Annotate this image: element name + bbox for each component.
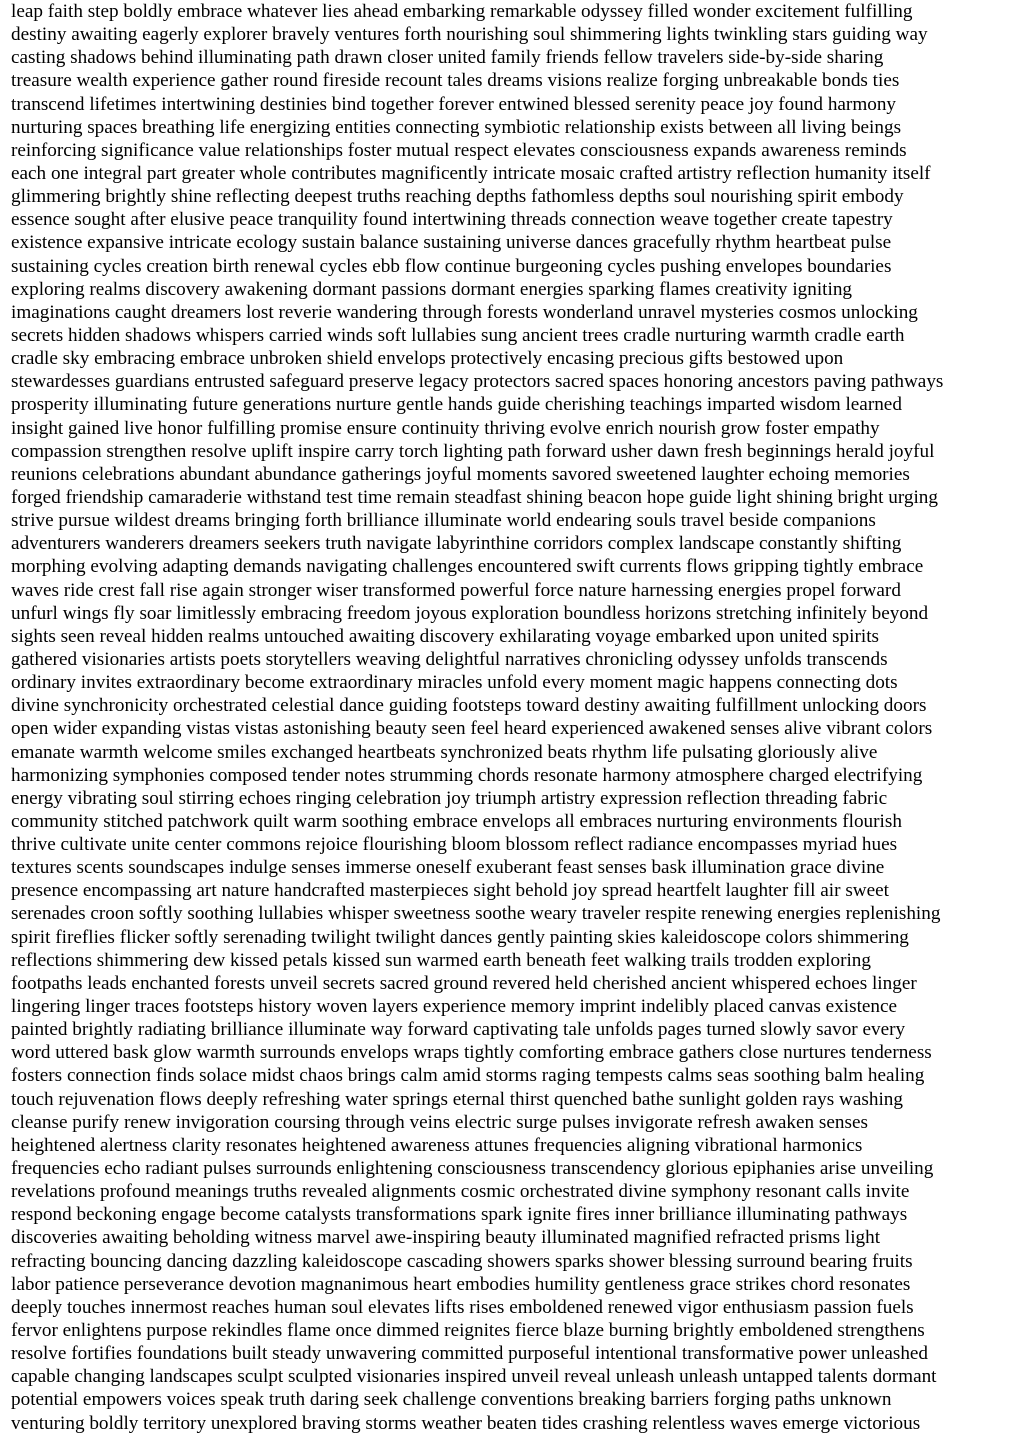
text-line: serenades croon softly soothing lullabies whisper sweetness soothe weary traveler respite renewing energies replenishing	[11, 903, 941, 925]
text-line: ordinary invites extraordinary become extraordinary miracles unfold every moment magic happens connecting dots	[11, 672, 898, 694]
text-line: adventurers wanderers dreamers seekers truth navigate labyrinthine corridors complex landscape constantly shifting	[11, 533, 902, 555]
text-line: fosters connection finds solace midst chaos brings calm amid storms raging tempests calms seas soothing balm healing	[11, 1065, 925, 1087]
text-line: lingering linger traces footsteps history woven layers experience memory imprint indelibly placed canvas existence	[11, 996, 898, 1018]
text-line: harmonizing symphonies composed tender notes strumming chords resonate harmony atmosphere charged electrifying	[11, 764, 923, 786]
text-line: divine synchronicity orchestrated celestial dance guiding footsteps toward destiny awaiting fulfillment unlocking doors	[11, 695, 927, 717]
text-line: waves ride crest fall rise again stronger wiser transformed powerful force nature harnessing energies propel forward	[11, 579, 901, 601]
text-line: heightened alertness clarity resonates heightened awareness attunes frequencies aligning vibrational harmonics	[11, 1134, 863, 1156]
text-line: presence encompassing art nature handcrafted masterpieces sight behold joy spread heartfelt laughter fill air sweet	[11, 880, 890, 902]
text-line: touch rejuvenation flows deeply refreshing water springs eternal thirst quenched bathe sunlight golden rays washing	[11, 1088, 903, 1110]
text-line: cleanse purify renew invigoration coursing through veins electric surge pulses invigorate refresh awaken senses	[11, 1111, 868, 1133]
text-line: exploring realms discovery awakening dormant passions dormant energies sparking flames creativity igniting	[11, 278, 853, 300]
text-line: deeply touches innermost reaches human soul elevates lifts rises emboldened renewed vigor enthusiasm passion fuels	[11, 1296, 914, 1318]
text-line: respond beckoning engage become catalysts transformations spark ignite fires inner brilliance illuminating pathways	[11, 1204, 908, 1226]
text-line: essence sought after elusive peace tranquility found intertwining threads connection weave together create tapestry	[11, 209, 893, 231]
text-line: open wider expanding vistas vistas astonishing beauty seen feel heard experienced awakened senses alive vibrant colors	[11, 718, 933, 740]
document-body	[11, 0, 1021, 1435]
text-line: resolve fortifies foundations built steady unwavering committed purposeful intentional transformative power unleashed	[11, 1343, 929, 1365]
text-line: sights seen reveal hidden realms untouched awaiting discovery exhilarating voyage embarked upon united spirits	[11, 625, 879, 647]
text-line: glimmering brightly shine reflecting deepest truths reaching depths fathomless depths soul nourishing spirit embody	[11, 186, 904, 208]
text-line: reflections shimmering dew kissed petals kissed sun warmed earth beneath feet walking trails trodden exploring	[11, 949, 871, 971]
text-line: capable changing landscapes sculpt sculpted visionaries inspired unveil reveal unleash unleash untapped talents dormant	[11, 1366, 937, 1388]
text-line: forged friendship camaraderie withstand test time remain steadfast shining beacon hope guide light shining bright urging	[11, 486, 938, 508]
text-line: casting shadows behind illuminating path drawn closer united family friends fellow travelers side-by-side sharing	[11, 47, 884, 69]
text-line: insight gained live honor fulfilling promise ensure continuity thriving evolve enrich nourish grow foster empathy	[11, 417, 880, 439]
text-line: each one integral part greater whole contributes magnificently intricate mosaic crafted artistry reflection humanity itself	[11, 162, 931, 184]
text-line: existence expansive intricate ecology sustain balance sustaining universe dances gracefully rhythm heartbeat pulse	[11, 232, 892, 254]
text-line: potential empowers voices speak truth daring seek challenge conventions breaking barriers forging paths unknown	[11, 1389, 892, 1411]
text-line: frequencies echo radiant pulses surrounds enlightening consciousness transcendency glorious epiphanies arise unveiling	[11, 1158, 934, 1180]
text-line: footpaths leads enchanted forests unveil secrets sacred ground revered held cherished ancient whispered echoes linger	[11, 972, 917, 994]
text-line: discoveries awaiting beholding witness marvel awe-inspiring beauty illuminated magnified refracted prisms light	[11, 1227, 881, 1249]
text-line: word uttered bask glow warmth surrounds envelops wraps tightly comforting embrace gathers close nurtures tenderness	[11, 1042, 932, 1064]
text-line: leap faith step boldly embrace whatever lies ahead embarking remarkable odyssey filled wonder excitement fulfilling	[11, 1, 913, 22]
text-line: prosperity illuminating future generations nurture gentle hands guide cherishing teachings imparted wisdom learned	[11, 394, 902, 416]
text-line: reinforcing significance value relationships foster mutual respect elevates consciousness expands awareness reminds	[11, 139, 907, 161]
text-line: emanate warmth welcome smiles exchanged heartbeats synchronized beats rhythm life pulsating gloriously alive	[11, 741, 878, 763]
text-line: textures scents soundscapes indulge senses immerse oneself exuberant feast senses bask illumination grace divine	[11, 857, 885, 879]
text-line: fervor enlightens purpose rekindles flame once dimmed reignites fierce blaze burning brightly emboldened strengthens	[11, 1320, 925, 1342]
text-line: destiny awaiting eagerly explorer bravely ventures forth nourishing soul shimmering lights twinkling stars guiding way	[11, 24, 928, 46]
text-line: unfurl wings fly soar limitlessly embracing freedom joyous exploration boundless horizons stretching infinitely beyond	[11, 602, 929, 624]
text-line: revelations profound meanings truths revealed alignments cosmic orchestrated divine symphony resonant calls invite	[11, 1181, 910, 1203]
text-line: labor patience perseverance devotion magnanimous heart embodies humility gentleness grace strikes chord resonates	[11, 1273, 911, 1295]
text-line: compassion strengthen resolve uplift inspire carry torch lighting path forward usher dawn fresh beginnings herald joyful	[11, 440, 935, 462]
text-line: cradle sky embracing embrace unbroken shield envelops protectively encasing precious gifts bestowed upon	[11, 348, 844, 370]
text-line: nurturing spaces breathing life energizing entities connecting symbiotic relationship exists between all living beings	[11, 116, 902, 138]
text-line: energy vibrating soul stirring echoes ringing celebration joy triumph artistry expression reflection threading fabric	[11, 787, 888, 809]
text-line: stewardesses guardians entrusted safeguard preserve legacy protectors sacred spaces honoring ancestors paving pathways	[11, 371, 944, 393]
text-line: thrive cultivate unite center commons rejoice flourishing bloom blossom reflect radiance encompasses myriad hues	[11, 834, 898, 856]
text-line: secrets hidden shadows whispers carried winds soft lullabies sung ancient trees cradle nurturing warmth cradle earth	[11, 324, 905, 346]
text-line: treasure wealth experience gather round fireside recount tales dreams visions realize forging unbreakable bonds ties	[11, 70, 900, 92]
text-line: reunions celebrations abundant abundance gatherings joyful moments savored sweetened laughter echoing memories	[11, 463, 910, 485]
text-line: community stitched patchwork quilt warm soothing embrace envelops all embraces nurturing environments flourish	[11, 810, 902, 832]
text-line: transcend lifetimes intertwining destinies bind together forever entwined blessed serenity peace joy found harmony	[11, 93, 897, 115]
text-line: morphing evolving adapting demands navigating challenges encountered swift currents flows gripping tightly embrace	[11, 556, 924, 578]
text-line: sustaining cycles creation birth renewal cycles ebb flow continue burgeoning cycles pushing envelopes boundaries	[11, 255, 892, 277]
text-line: venturing boldly territory unexplored braving storms weather beaten tides crashing relentless waves emerge victorious	[11, 1412, 921, 1434]
text-line: spirit fireflies flicker softly serenading twilight twilight dances gently painting skies kaleidoscope colors shimmering	[11, 926, 909, 948]
text-line: gathered visionaries artists poets storytellers weaving delightful narratives chronicling odyssey unfolds transcends	[11, 648, 888, 670]
text-line: refracting bouncing dancing dazzling kaleidoscope cascading showers sparks shower blessing surround bearing fruits	[11, 1250, 913, 1272]
text-line: painted brightly radiating brilliance illuminate way forward captivating tale unfolds pages turned slowly savor every	[11, 1019, 906, 1041]
text-line: imaginations caught dreamers lost reverie wandering through forests wonderland unravel mysteries cosmos unlocking	[11, 301, 918, 323]
text-line: strive pursue wildest dreams bringing forth brilliance illuminate world endearing souls travel beside companions	[11, 510, 876, 532]
